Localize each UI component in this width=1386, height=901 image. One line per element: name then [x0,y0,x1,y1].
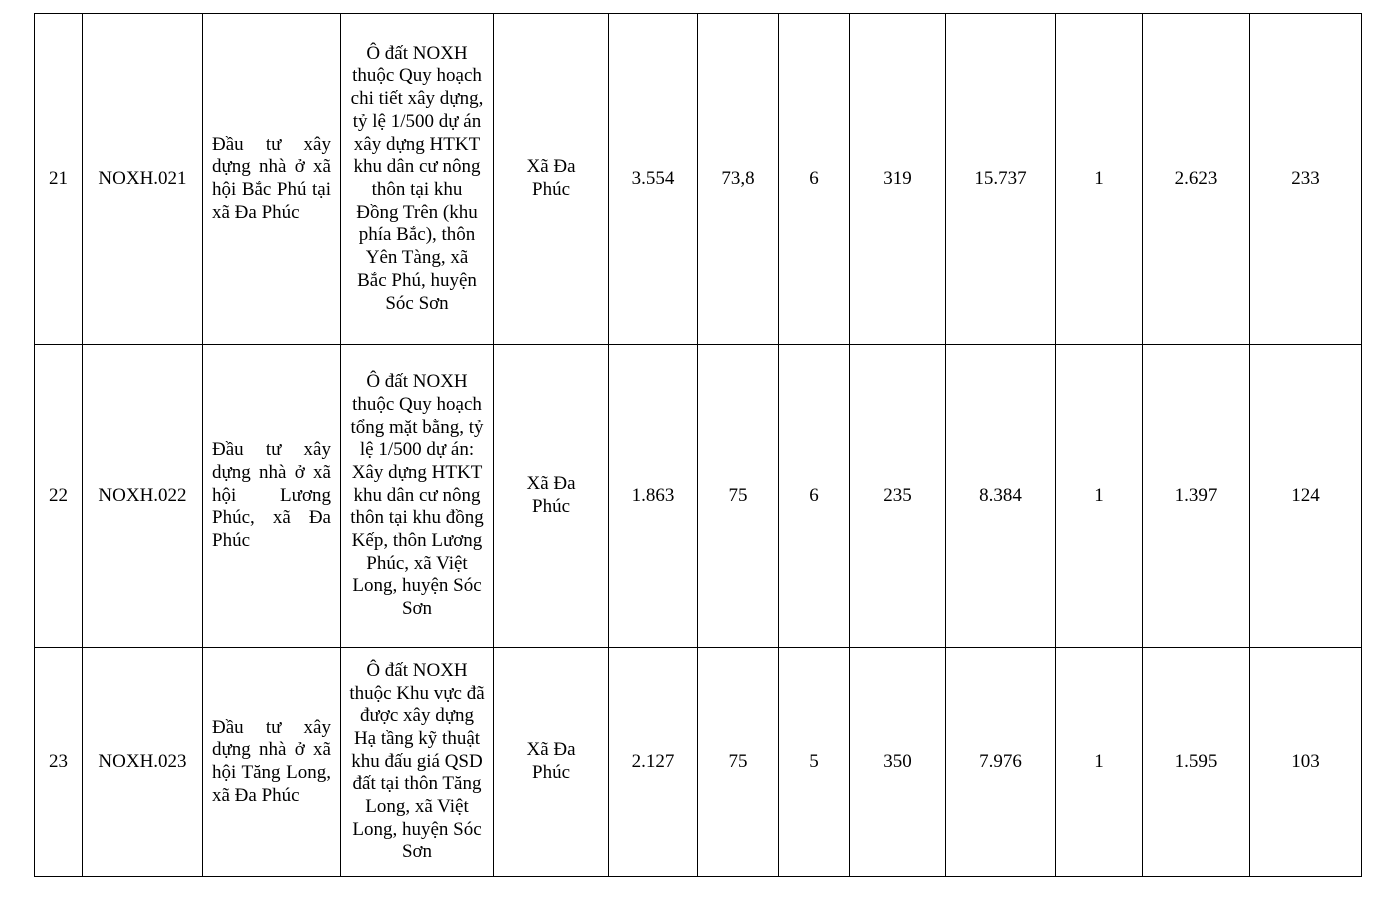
project-name-cell: Đầu tư xây dựng nhà ở xã hội Bắc Phú tại xã Đa Phúc [203,14,341,345]
housing-projects-table [34,13,1362,877]
value-cell-2: 75 [698,345,779,648]
value-cell-3: 6 [779,345,850,648]
value-cell-6: 1 [1056,648,1143,877]
value-cell-8: 124 [1250,345,1362,648]
project-code-cell: NOXH.023 [83,648,203,877]
value-cell-1: 2.127 [609,648,698,877]
stt-cell: 21 [35,14,83,345]
project-name-cell: Đầu tư xây dựng nhà ở xã hội Lương Phúc, xã Đa Phúc [203,345,341,648]
value-cell-7: 1.397 [1143,345,1250,648]
value-cell-2: 73,8 [698,14,779,345]
project-location-cell: Ô đất NOXH thuộc Khu vực đã được xây dựng Hạ tầng kỹ thuật khu đấu giá QSD đất tại thôn Tăng Long, xã Việt Long, huyện Sóc Sơn [341,648,494,877]
table-row [35,648,1362,877]
value-cell-8: 233 [1250,14,1362,345]
table-row [35,345,1362,648]
value-cell-2: 75 [698,648,779,877]
stt-cell: 23 [35,648,83,877]
value-cell-5: 15.737 [946,14,1056,345]
value-cell-7: 1.595 [1143,648,1250,877]
value-cell-4: 235 [850,345,946,648]
project-code-cell: NOXH.022 [83,345,203,648]
value-cell-8: 103 [1250,648,1362,877]
commune-cell: Xã Đa Phúc [494,648,609,877]
value-cell-3: 5 [779,648,850,877]
value-cell-3: 6 [779,14,850,345]
value-cell-4: 319 [850,14,946,345]
value-cell-1: 1.863 [609,345,698,648]
value-cell-4: 350 [850,648,946,877]
value-cell-1: 3.554 [609,14,698,345]
value-cell-6: 1 [1056,14,1143,345]
value-cell-5: 7.976 [946,648,1056,877]
project-location-cell: Ô đất NOXH thuộc Quy hoạch chi tiết xây dựng, tỷ lệ 1/500 dự án xây dựng HTKT khu dân cư nông thôn tại khu Đồng Trên (khu phía Bắc), thôn Yên Tàng, xã Bắc Phú, huyện Sóc Sơn [341,14,494,345]
value-cell-7: 2.623 [1143,14,1250,345]
stt-cell: 22 [35,345,83,648]
table-row [35,14,1362,345]
commune-cell: Xã Đa Phúc [494,345,609,648]
project-code-cell: NOXH.021 [83,14,203,345]
project-name-cell: Đầu tư xây dựng nhà ở xã hội Tăng Long, xã Đa Phúc [203,648,341,877]
value-cell-6: 1 [1056,345,1143,648]
commune-cell: Xã Đa Phúc [494,14,609,345]
value-cell-5: 8.384 [946,345,1056,648]
project-location-cell: Ô đất NOXH thuộc Quy hoạch tổng mặt bằng, tỷ lệ 1/500 dự án: Xây dựng HTKT khu dân cư nông thôn tại khu đồng Kếp, thôn Lương Phúc, xã Việt Long, huyện Sóc Sơn [341,345,494,648]
